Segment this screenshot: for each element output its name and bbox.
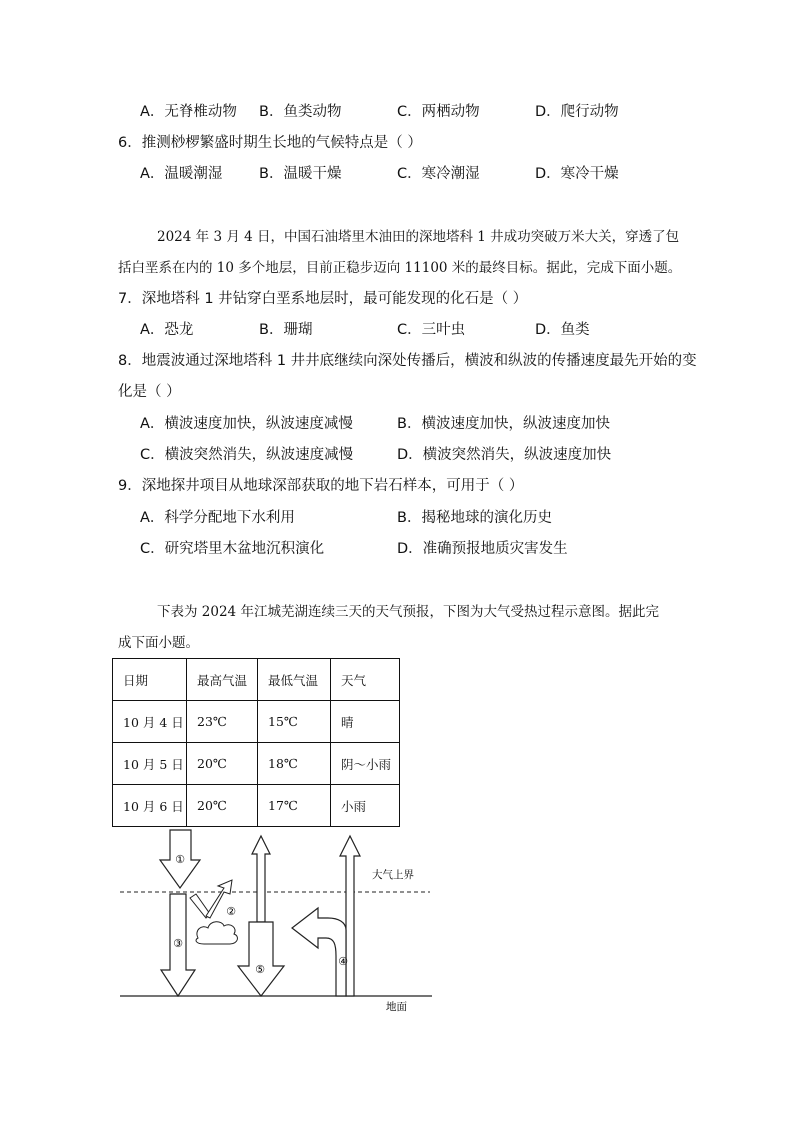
q9-stem: 9．深地探井项目从地球深部获取的地下岩石样本，可用于（ ） xyxy=(118,478,524,494)
q9-options-row1 xyxy=(140,508,740,528)
cell-low-temp: 17℃ xyxy=(258,785,331,827)
q5-option-c: C．两栖动物 xyxy=(397,104,480,120)
q6-option-b: B．温暖干燥 xyxy=(259,166,342,182)
table-row xyxy=(113,743,400,785)
atmosphere-heating-diagram xyxy=(110,826,440,1016)
passage2-line1: 下表为 2024 年江城芜湖连续三天的天气预报，下图为大气受热过程示意图。据此完 xyxy=(157,604,659,620)
cell-date: 10 月 5 日 xyxy=(113,743,187,785)
q7-options xyxy=(140,320,740,340)
cell-weather: 晴 xyxy=(331,701,400,743)
marker-1: ① xyxy=(175,853,185,866)
passage1-line2: 括白垩系在内的 10 多个地层，目前正稳步迈向 11100 米的最终目标。据此，完成下面小题。 xyxy=(118,260,682,276)
arrow-ground-radiation-branch xyxy=(292,908,346,996)
weather-forecast-table xyxy=(112,658,400,827)
q9-option-a: A．科学分配地下水利用 xyxy=(140,510,295,526)
header-weather: 天气 xyxy=(331,659,400,701)
q5-option-a: A．无脊椎动物 xyxy=(140,104,237,120)
passage1-line1: 2024 年 3 月 4 日，中国石油塔里木油田的深地塔科 1 井成功突破万米大关，穿透了包 xyxy=(157,229,680,245)
cell-weather: 小雨 xyxy=(331,785,400,827)
q9-options-row2 xyxy=(140,539,740,559)
cell-date: 10 月 6 日 xyxy=(113,785,187,827)
cell-high-temp: 20℃ xyxy=(187,743,258,785)
q6-option-a: A．温暖潮湿 xyxy=(140,166,223,182)
table-row xyxy=(113,701,400,743)
arrow-upward-escape xyxy=(252,836,270,922)
marker-4: ④ xyxy=(338,955,348,968)
cell-high-temp: 23℃ xyxy=(187,701,258,743)
q8-option-a: A．横波速度加快，纵波速度减慢 xyxy=(140,416,353,432)
q5-option-b: B．鱼类动物 xyxy=(259,104,342,120)
label-atmosphere-top: 大气上界 xyxy=(372,869,414,881)
q6-options xyxy=(140,164,740,184)
q6-option-d: D．寒冷干燥 xyxy=(535,166,619,182)
q8-option-b: B．横波速度加快，纵波速度加快 xyxy=(397,416,610,432)
passage2-line2: 成下面小题。 xyxy=(118,635,199,651)
marker-2: ② xyxy=(226,905,236,918)
cell-low-temp: 18℃ xyxy=(258,743,331,785)
table-row xyxy=(113,785,400,827)
q7-option-a: A．恐龙 xyxy=(140,322,194,338)
q9-option-d: D．准确预报地质灾害发生 xyxy=(397,541,568,557)
q7-option-d: D．鱼类 xyxy=(535,322,590,338)
q6-stem: 6．推测桫椤繁盛时期生长地的气候特点是（ ） xyxy=(118,135,422,151)
cell-high-temp: 20℃ xyxy=(187,785,258,827)
q7-option-c: C．三叶虫 xyxy=(397,322,466,338)
q8-option-d: D．横波突然消失，纵波速度加快 xyxy=(397,447,612,463)
table-header-row xyxy=(113,659,400,701)
cell-low-temp: 15℃ xyxy=(258,701,331,743)
arrow-counter-radiation xyxy=(238,922,284,996)
header-high-temp: 最高气温 xyxy=(187,659,258,701)
cell-date: 10 月 4 日 xyxy=(113,701,187,743)
q9-option-c: C．研究塔里木盆地沉积演化 xyxy=(140,541,325,557)
q7-option-b: B．珊瑚 xyxy=(259,322,313,338)
label-ground: 地面 xyxy=(386,1001,407,1013)
marker-5: ⑤ xyxy=(255,963,265,976)
q7-stem: 7．深地塔科 1 井钻穿白垩系地层时，最可能发现的化石是（ ） xyxy=(118,291,528,307)
header-low-temp: 最低气温 xyxy=(258,659,331,701)
cell-weather: 阴～小雨 xyxy=(331,743,400,785)
q8-options-row1 xyxy=(140,414,740,434)
q9-option-b: B．揭秘地球的演化历史 xyxy=(397,510,552,526)
marker-3: ③ xyxy=(173,937,183,950)
q8-option-c: C．横波突然消失，纵波速度减慢 xyxy=(140,447,354,463)
q8-stem-line1: 8．地震波通过深地塔科 1 井井底继续向深处传播后，横波和纵波的传播速度最先开始的变 xyxy=(118,353,697,369)
header-date: 日期 xyxy=(113,659,187,701)
q6-option-c: C．寒冷潮湿 xyxy=(397,166,480,182)
q5-options xyxy=(140,102,740,122)
q5-option-d: D．爬行动物 xyxy=(535,104,619,120)
q8-options-row2 xyxy=(140,445,740,465)
q8-stem-line2: 化是（ ） xyxy=(118,384,181,400)
cloud-icon xyxy=(196,922,237,944)
